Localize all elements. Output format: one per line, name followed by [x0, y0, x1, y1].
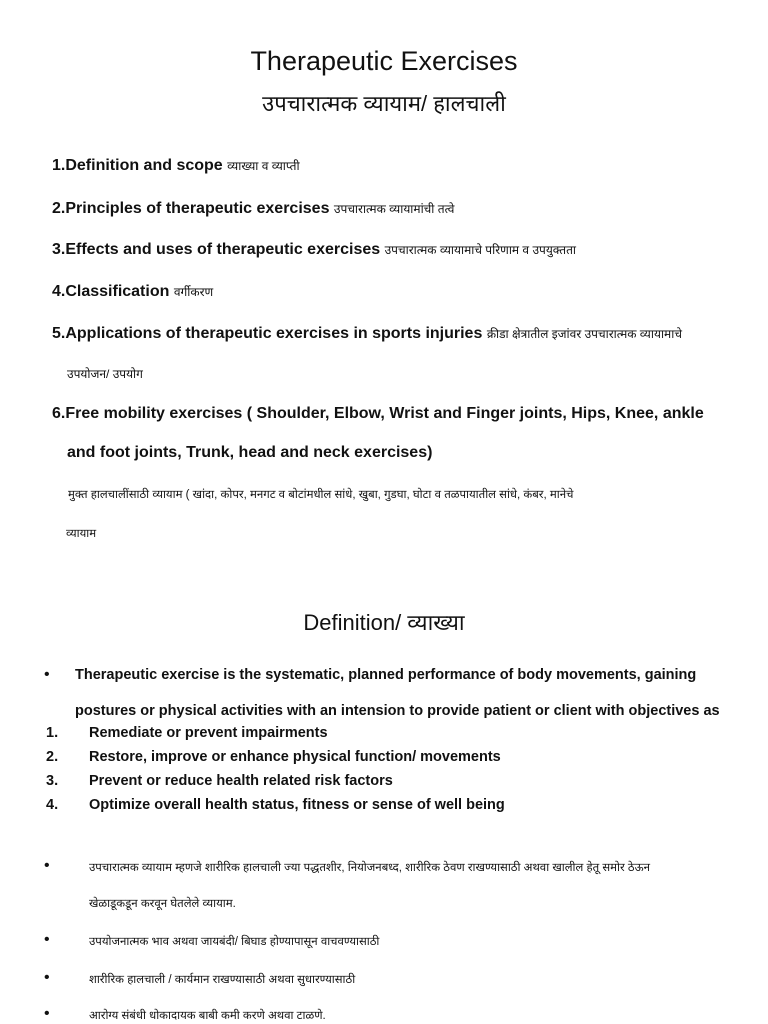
list-item-number: 1. [46, 725, 59, 741]
toc-item-6-translation: मुक्त हालचालींसाठी व्यायाम ( खांदा, कोपर, मनगट व बोटांमधील सांधे, खुबा, गुडघा, घोटा व तळपायातील सांधे, कंबर, मानेचे [68, 489, 574, 501]
toc-item-2 [52, 200, 454, 218]
list-item-number: 4. [46, 797, 59, 813]
toc-item-translation: क्रीडा क्षेत्रातील इजांवर उपचारात्मक व्यायामाचे [486, 327, 682, 341]
toc-item-translation: व्याख्या व व्याप्ती [227, 159, 300, 173]
bullet-marker: • [44, 666, 50, 683]
list-item-number: 3. [46, 773, 59, 789]
bullet-marker: • [44, 931, 50, 948]
list-item: Optimize overall health status, fitness or sense of well being [89, 797, 505, 813]
list-item: Remediate or prevent impairments [89, 725, 328, 741]
toc-item-4 [52, 283, 213, 301]
toc-item-translation: उपचारात्मक व्यायामांची तत्वे [333, 202, 455, 216]
toc-item-label: 6.Free mobility exercises ( Shoulder, Elbow, Wrist and Finger joints, Hips, Knee, ankle [52, 405, 704, 422]
toc-item-label: 5.Applications of therapeutic exercises in sports injuries [52, 325, 483, 342]
hindi-bullet-1: उपचारात्मक व्यायाम म्हणजे शारीरिक हालचाली ज्या पद्धतशीर, नियोजनबध्द, शारीरिक ठेवण राखण्यासाठी अथवा खालील हेतू समोर ठेऊन [89, 862, 650, 874]
toc-item-label: 1.Definition and scope [52, 157, 223, 174]
toc-item-label: 3.Effects and uses of therapeutic exercises [52, 241, 381, 258]
bullet-marker: • [44, 969, 50, 986]
list-item: Restore, improve or enhance physical function/ movements [89, 749, 501, 765]
hindi-bullet-1-continuation: खेळाडूकडून करवून घेतलेले व्यायाम. [89, 898, 236, 910]
hindi-bullet-4: आरोग्य संबंधी धोकादायक बाबी कमी करणे अथवा टाळणे. [89, 1010, 326, 1022]
toc-item-translation: वर्गीकरण [173, 285, 214, 299]
toc-item-5-continuation: उपयोजन/ उपयोग [67, 367, 143, 381]
bullet-marker: • [44, 857, 50, 874]
toc-item-1 [52, 157, 300, 175]
toc-item-label: 4.Classification [52, 283, 170, 300]
definition-paragraph-line-1: Therapeutic exercise is the systematic, planned performance of body movements, gaining [75, 667, 697, 683]
toc-item-3 [52, 241, 576, 259]
hindi-bullet-3: शारीरिक हालचाली / कार्यमान राखण्यासाठी अथवा सुधारण्यासाठी [89, 974, 356, 986]
toc-item-6-continuation: and foot joints, Trunk, head and neck exercises) [67, 444, 433, 461]
definition-heading: Definition/ व्याख्या [303, 610, 465, 635]
toc-item-6-translation-continuation: व्यायाम [66, 528, 97, 540]
bullet-marker: • [44, 1005, 50, 1022]
toc-item-translation: उपचारात्मक व्यायामाचे परिणाम व उपयुक्तता [384, 243, 577, 257]
list-item-number: 2. [46, 749, 59, 765]
toc-item-5 [52, 325, 682, 343]
hindi-bullet-2: उपयोजनात्मक भाव अथवा जायबंदी/ बिघाड होण्यापासून वाचवण्यासाठी [89, 936, 380, 948]
definition-paragraph-line-2: postures or physical activities with an intension to provide patient or client with objectives as [75, 703, 720, 719]
toc-item-6 [52, 405, 704, 423]
page-title: Therapeutic Exercises [250, 46, 518, 76]
toc-item-label: 2.Principles of therapeutic exercises [52, 200, 330, 217]
page-subtitle: उपचारात्मक व्यायाम/ हालचाली [262, 91, 506, 116]
list-item: Prevent or reduce health related risk factors [89, 773, 393, 789]
